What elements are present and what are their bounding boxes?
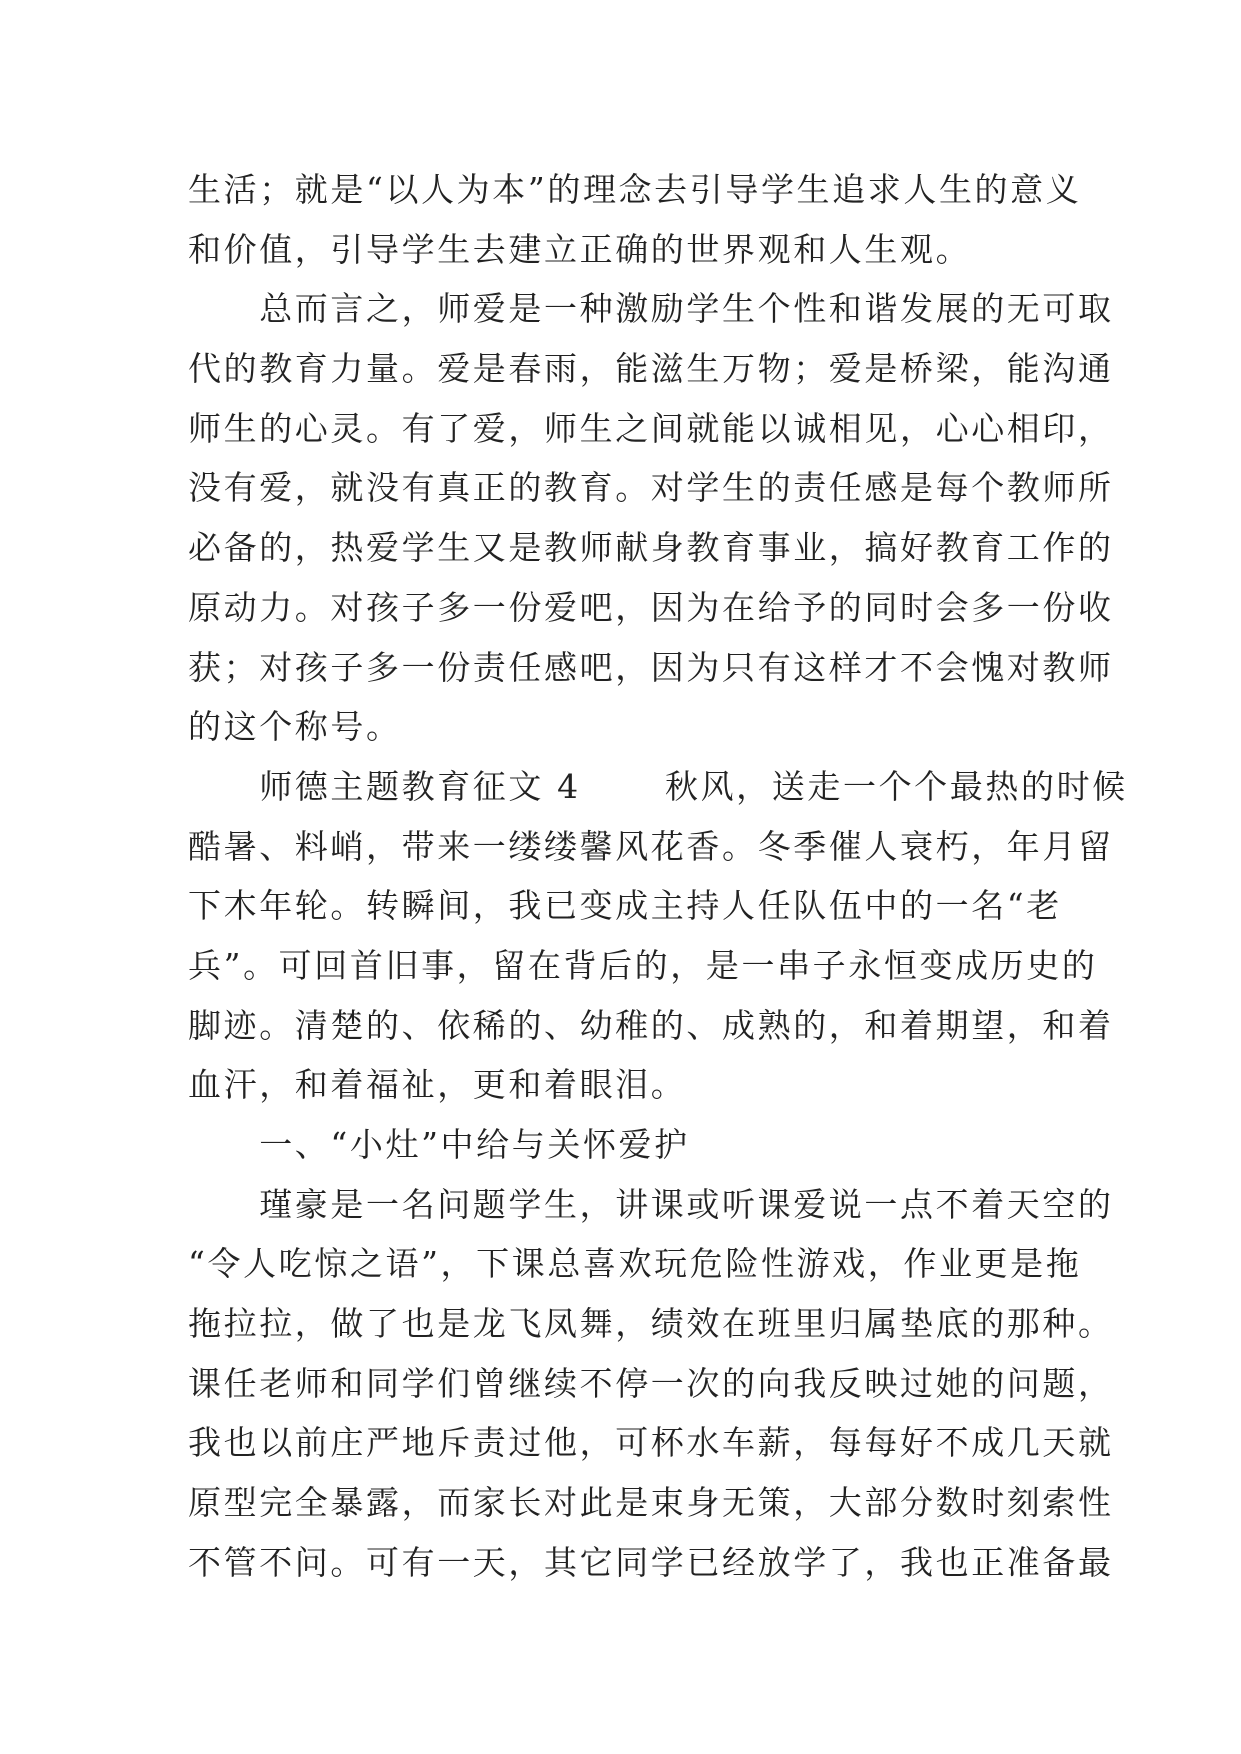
text-line: 脚迹。清楚的、依稀的、幼稚的、成熟的，和着期望，和着 <box>188 1005 1114 1045</box>
text-line: 下木年轮。转瞬间，我已变成主持人任队伍中的一名“老 <box>188 886 1062 926</box>
text-line: “令人吃惊之语”，下课总喜欢玩危险性游戏，作业更是拖 <box>188 1244 1082 1284</box>
text-line: 原型完全暴露，而家长对此是束身无策，大部分数时刻索性 <box>188 1483 1114 1523</box>
text-line: 血汗，和着福祉，更和着眼泪。 <box>188 1065 687 1105</box>
text-line: 瑾豪是一名问题学生，讲课或听课爱说一点不着天空的 <box>188 1184 1114 1224</box>
text-line: 课任老师和同学们曾继续不停一次的向我反映过她的问题， <box>188 1363 1114 1403</box>
text-line: 总而言之，师爱是一种激励学生个性和谐发展的无可取 <box>188 289 1114 329</box>
text-line: 酷暑、料峭，带来一缕缕馨风花香。冬季催人衰朽，年月留 <box>188 826 1114 866</box>
text-line: 获；对孩子多一份责任感吧，因为只有这样才不会愧对教师 <box>188 647 1114 687</box>
text-line: 不管不问。可有一天，其它同学已经放学了，我也正准备最 <box>188 1542 1114 1582</box>
text-line: 兵”。可回首旧事，留在背后的，是一串子永恒变成历史的 <box>188 945 1098 985</box>
text-line: 的这个称号。 <box>188 707 402 747</box>
text-line: 必备的，热爱学生又是教师献身教育事业，搞好教育工作的 <box>188 528 1114 568</box>
text-line: 原动力。对孩子多一份爱吧，因为在给予的同时会多一份收 <box>188 587 1114 627</box>
text-line: 生活；就是“以人为本”的理念去引导学生追求人生的意义 <box>188 170 1082 209</box>
text-line: 师生的心灵。有了爱，师生之间就能以诚相见，心心相印， <box>188 408 1114 448</box>
section-title-line: 师德主题教育征文 4 秋风，送走一个个最热的时候 <box>188 766 1128 806</box>
text-line: 拖拉拉，做了也是龙飞凤舞，绩效在班里归属垫底的那种。 <box>188 1304 1114 1344</box>
text-line: 我也以前庄严地斥责过他，可杯水车薪，每每好不成几天就 <box>188 1423 1114 1463</box>
body-text <box>188 160 1128 1593</box>
text-line: 代的教育力量。爱是春雨，能滋生万物；爱是桥梁，能沟通 <box>188 349 1114 389</box>
text-line: 没有爱，就没有真正的教育。对学生的责任感是每个教师所 <box>188 468 1114 508</box>
subheading-line: 一、“小灶”中给与关怀爱护 <box>188 1125 690 1164</box>
text-line: 和价值，引导学生去建立正确的世界观和人生观。 <box>188 229 972 269</box>
